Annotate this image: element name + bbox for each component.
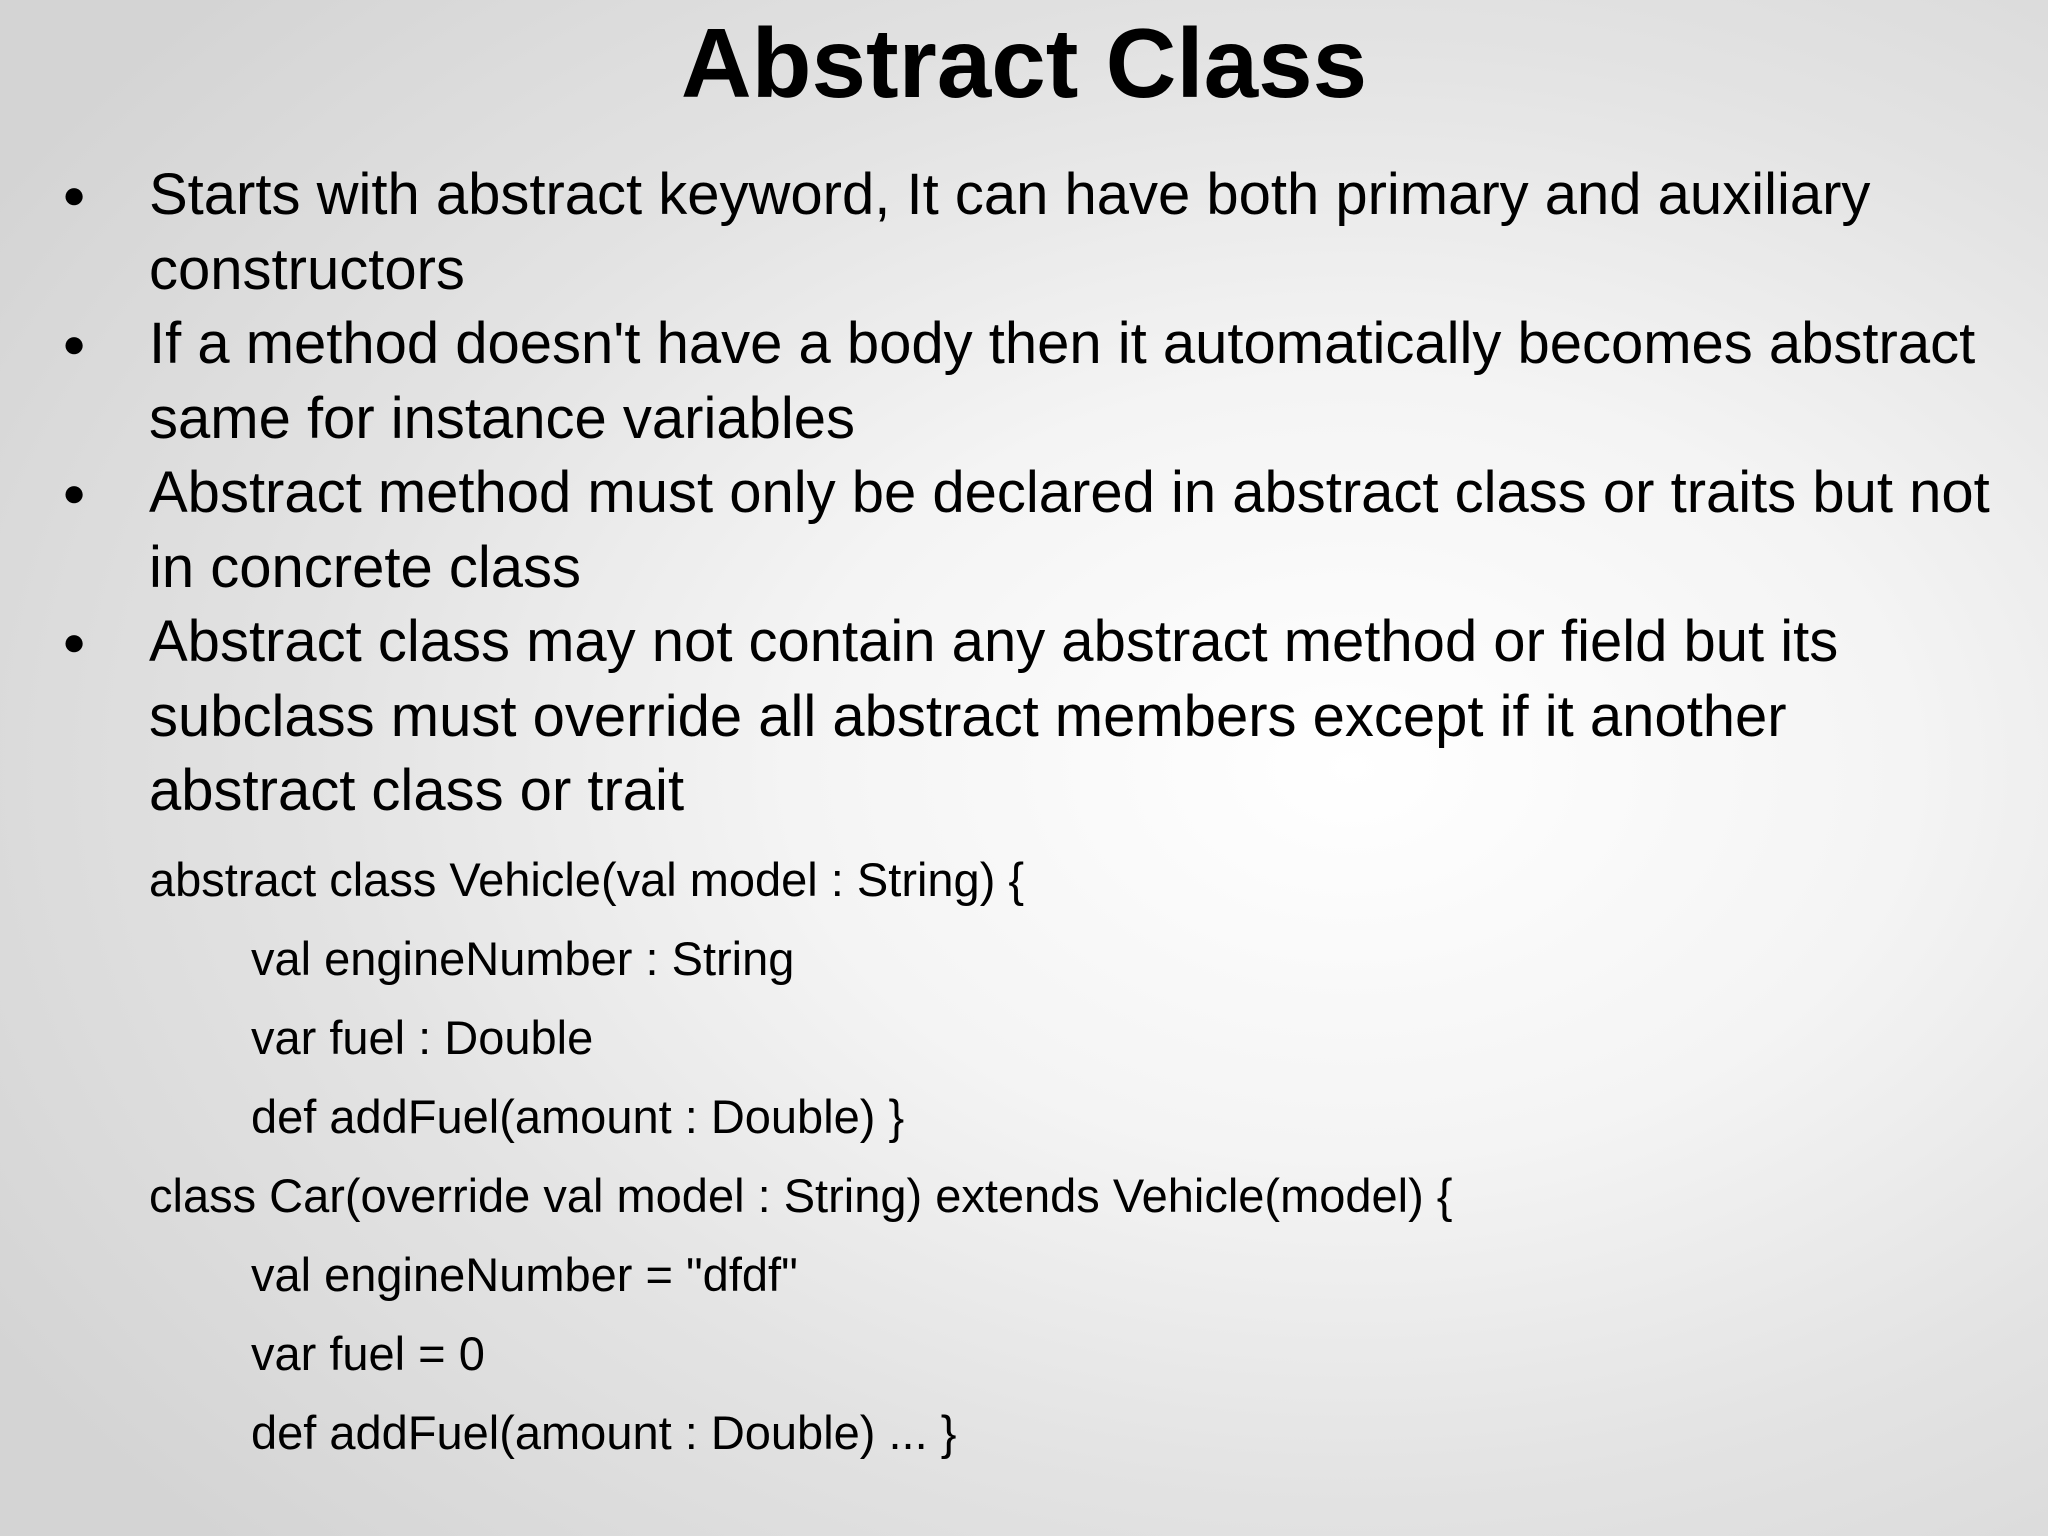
code-line: class Car(override val model : String) extends Vehicle(model) { [149, 1169, 1453, 1222]
bullet-item [0, 158, 2048, 307]
code-line: def addFuel(amount : Double) } [251, 1090, 905, 1143]
slide-title: Abstract Class [680, 8, 1368, 118]
code-line: val engineNumber : String [251, 932, 795, 985]
bullet-item [0, 456, 2048, 605]
bullet-item [0, 605, 2048, 829]
bullet-item [0, 307, 2048, 456]
code-line: abstract class Vehicle(val model : String) { [149, 853, 1025, 906]
code-line: val engineNumber = "dfdf" [251, 1248, 798, 1301]
bullet-text: Starts with abstract keyword, It can have both primary and auxiliary constructors [149, 162, 1871, 302]
bullet-icon: ● [62, 173, 87, 217]
code-line: var fuel : Double [251, 1011, 594, 1064]
bullet-icon: ● [62, 322, 87, 366]
bullet-text: If a method doesn't have a body then it automatically becomes abstract same for instance variables [149, 311, 1976, 451]
bullet-text: Abstract class may not contain any abstract method or field but its subclass must override all abstract members except if it another abstract class or trait [149, 609, 1839, 823]
bullet-icon: ● [62, 620, 87, 664]
code-line: def addFuel(amount : Double) ... } [251, 1406, 957, 1459]
code-example [149, 840, 1453, 1472]
bullet-text: Abstract method must only be declared in abstract class or traits but not in concrete class [149, 460, 1990, 600]
bullet-list [0, 158, 2048, 829]
bullet-icon: ● [62, 471, 87, 515]
code-line: var fuel = 0 [251, 1327, 485, 1380]
